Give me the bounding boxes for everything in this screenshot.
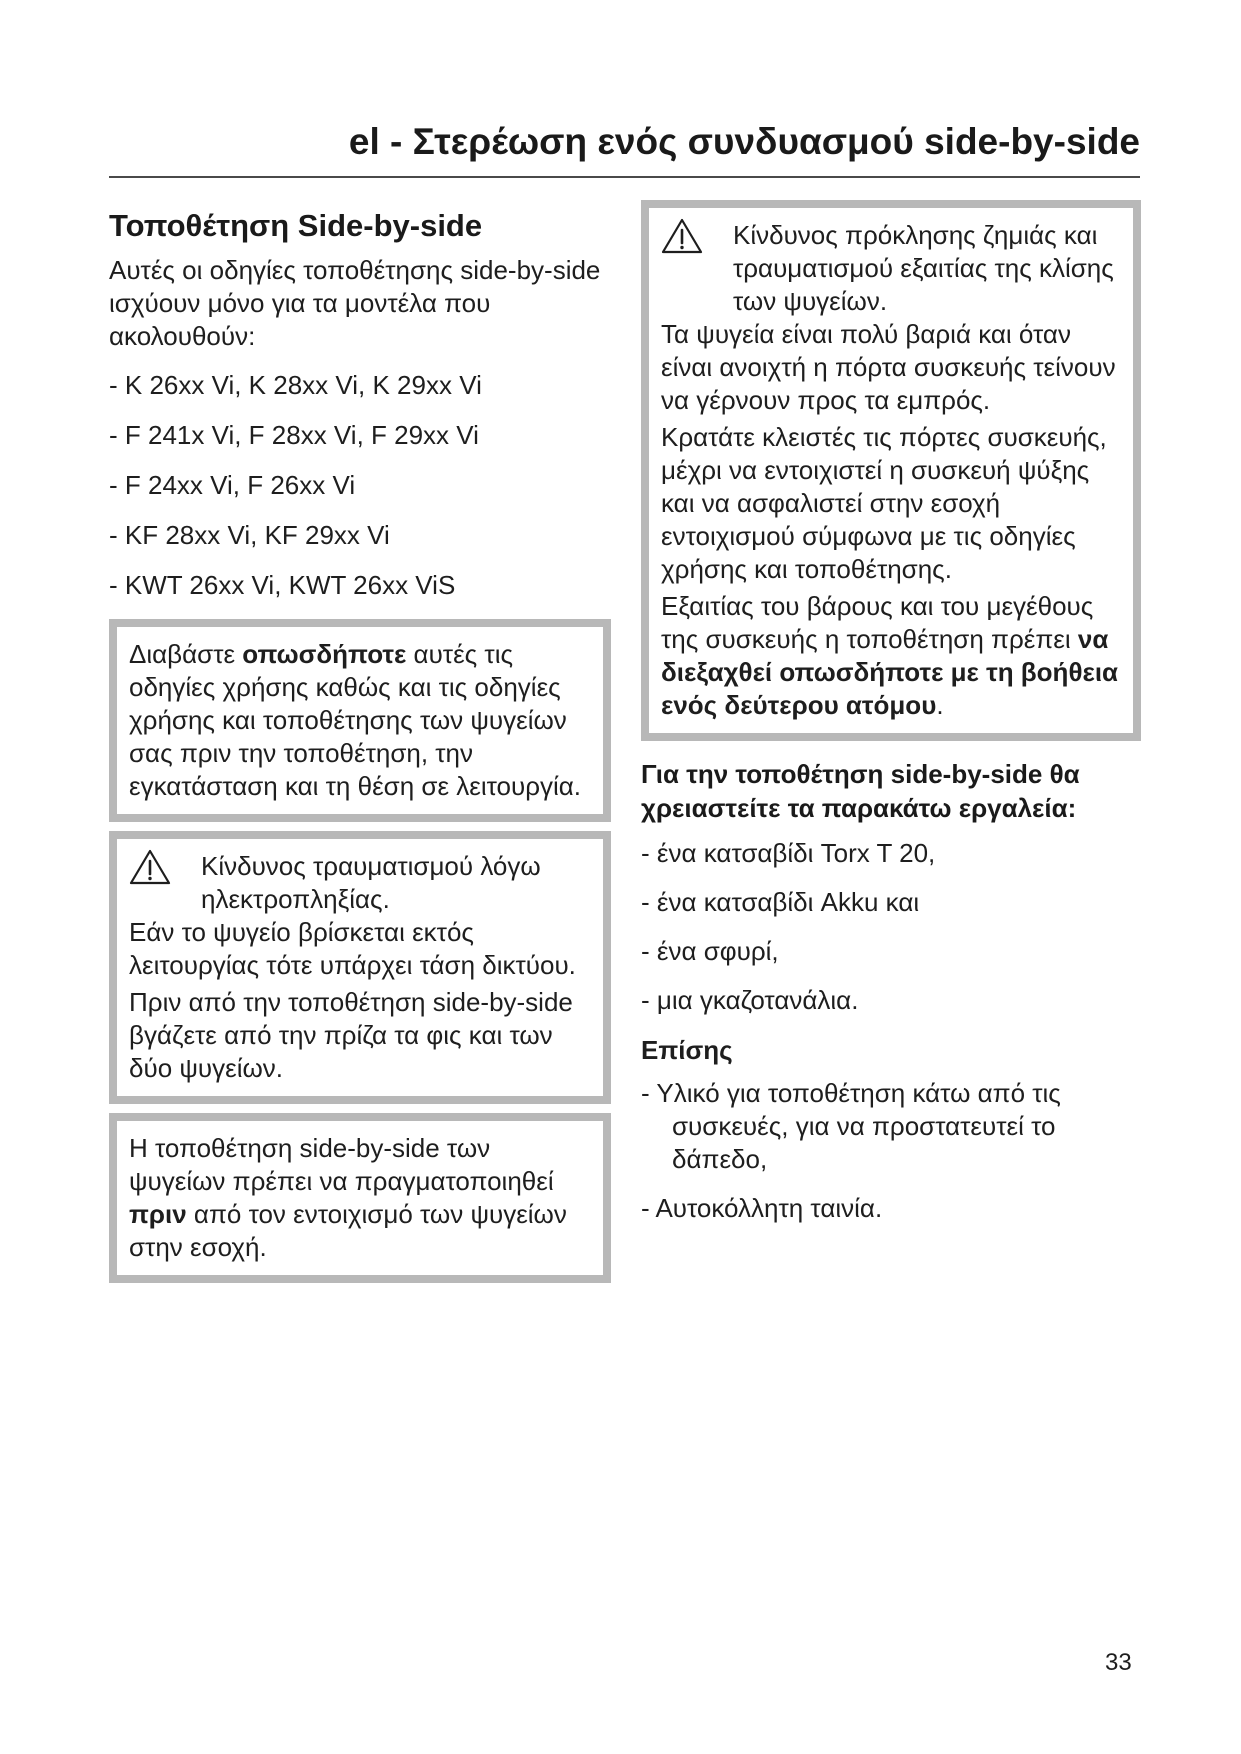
tool-list [641,837,1141,1017]
read-instructions-text [129,638,591,803]
left-column [109,200,611,1292]
emphasis-text: να διεξαχθεί οπωσδήποτε με τη βοήθεια ενός δεύτερου ατόμου [661,624,1119,720]
warning-paragraph [661,590,1121,722]
warning-triangle-icon [129,849,171,885]
text-span: . [936,690,944,720]
model-list [109,369,611,602]
text-span: Η τοποθέτηση side-by-side των ψυγείων πρέπει να πραγματοποιηθεί [129,1133,554,1196]
warning-heading: Κίνδυνος πρόκλησης ζημιάς και τραυματισμού εξαιτίας της κλίσης των ψυγείων. [733,220,1114,316]
read-instructions-box [109,619,611,822]
list-item: - Υλικό για τοποθέτηση κάτω από τις συσκευές, για να προστατευτεί το δάπεδο, [641,1078,1061,1174]
intro-paragraph: Αυτές οι οδηγίες τοποθέτησης side-by-side ισχύουν μόνο για τα μοντέλα που ακολουθούν: [109,255,601,351]
installation-order-text [129,1132,591,1264]
page-header [109,118,1140,178]
warning-paragraph: Πριν από την τοποθέτηση side-by-side βγάζετε από την πρίζα τα φις και των δύο ψυγείων. [129,987,573,1083]
also-heading: Επίσης [641,1035,733,1065]
warning-heading-row [129,850,591,916]
warning-heading: Κίνδυνος τραυματισμού λόγω ηλεκτροπληξίας. [201,851,541,914]
warning-paragraph: Τα ψυγεία είναι πολύ βαριά και όταν είναι ανοιχτή η πόρτα συσκευής τείνουν να γέρνουν προς τα εμπρός. [661,319,1116,415]
list-item: - ένα κατσαβίδι Torx T 20, [641,838,936,868]
text-span: αυτές τις οδηγίες χρήσης καθώς και τις οδηγίες χρήσης και τοποθέτησης των ψυγείων σας πριν την τοποθέτηση, την εγκατάσταση και τη θέση σε λειτουργία. [129,639,582,801]
section-title: Τοποθέτηση Side-by-side [109,208,483,243]
warning-paragraph: Εάν το ψυγείο βρίσκεται εκτός λειτουργίας τότε υπάρχει τάση δικτύου. [129,917,576,980]
list-item: - F 241x Vi, F 28xx Vi, F 29xx Vi [109,420,479,450]
text-span: Διαβάστε [129,639,243,669]
list-item: - ένα σφυρί, [641,936,779,966]
list-item: - F 24xx Vi, F 26xx Vi [109,470,356,500]
list-item: - KF 28xx Vi, KF 29xx Vi [109,520,390,550]
tipping-warning-box [641,200,1141,741]
tools-heading: Για την τοποθέτηση side-by-side θα χρειαστείτε τα παρακάτω εργαλεία: [641,759,1080,823]
right-column [641,200,1141,1241]
emphasis-text: οπωσδήποτε [242,639,407,669]
warning-triangle-icon [661,218,703,254]
warning-paragraph: Κρατάτε κλειστές τις πόρτες συσκευής, μέχρι να εντοιχιστεί η συσκευή ψύξης και να ασφαλιστεί στην εσοχή εντοιχισμού σύμφωνα με τις οδηγίες χρήσης και τοποθέτησης. [661,422,1107,584]
list-item: - ένα κατσαβίδι Akku και [641,887,920,917]
list-item: - KWT 26xx Vi, KWT 26xx ViS [109,570,456,600]
list-item: - Αυτοκόλλητη ταινία. [641,1193,883,1223]
warning-heading-row [661,219,1121,318]
installation-order-box [109,1113,611,1283]
page-number: 33 [1105,1649,1132,1676]
list-item: - μια γκαζοτανάλια. [641,985,859,1015]
extras-list [641,1077,1141,1225]
list-item: - K 26xx Vi, K 28xx Vi, K 29xx Vi [109,370,482,400]
page-title: el - Στερέωση ενός συνδυασμού side-by-side [348,121,1140,162]
emphasis-text: πριν [129,1199,187,1229]
electric-shock-warning-box [109,831,611,1104]
text-span: Εξαιτίας του βάρους και του μεγέθους της συσκευής η τοποθέτηση πρέπει [661,591,1094,654]
text-span: από τον εντοιχισμό των ψυγείων στην εσοχή. [129,1199,567,1262]
